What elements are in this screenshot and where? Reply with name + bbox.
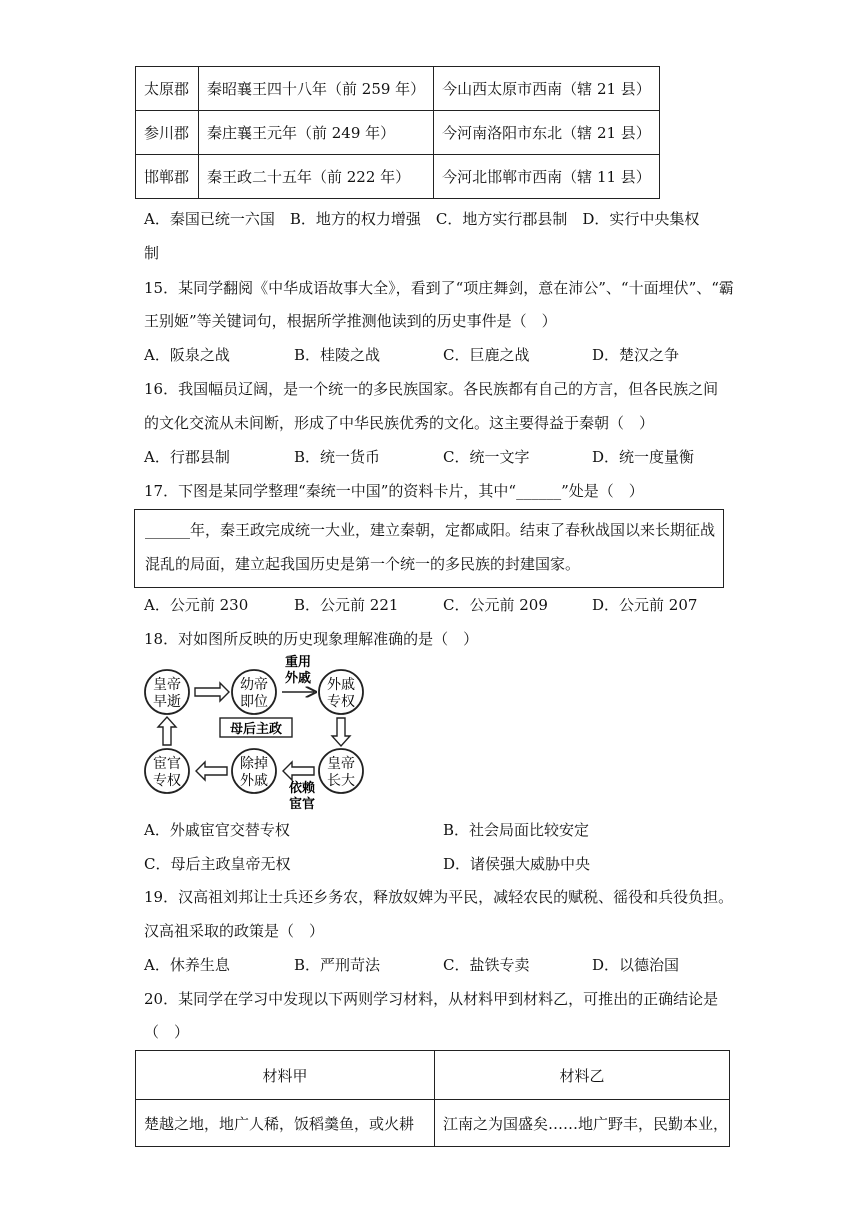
card-text-line: 混乱的局面，建立起我国历史是第一个统一的多民族的封建国家。 [145, 555, 581, 573]
q17-option-d: D．公元前 207 [592, 596, 698, 614]
arrow-up-icon [158, 717, 176, 745]
arrow-left-icon [283, 762, 314, 780]
q18-option-b: B．社会局面比较安定 [443, 821, 590, 839]
commandery-table [135, 66, 660, 199]
table-cell: 秦庄襄王元年（前 249 年） [199, 111, 434, 155]
q15-option-c: C．巨鹿之战 [443, 346, 530, 364]
label-rely-consort: 外戚 [284, 671, 312, 686]
q14-options-wrap: 制 [144, 244, 160, 262]
q17-option-a: A．公元前 230 [144, 596, 249, 614]
q19-stem: 19．汉高祖刘邦让士兵还乡务农，释放奴婢为平民，减轻农民的赋税、徭役和兵役负担。 [144, 888, 734, 906]
table-row [136, 111, 660, 155]
q17-stem: 17．下图是某同学整理“秦统一中国”的资料卡片，其中“______”处是（ ） [144, 482, 644, 500]
q15-option-b: B．桂陵之战 [294, 346, 381, 364]
node-eunuch-power [145, 749, 189, 793]
q18-option-c: C．母后主政皇帝无权 [144, 855, 291, 873]
node-child-emperor [232, 670, 276, 714]
svg-text:外戚: 外戚 [240, 773, 268, 789]
table-row [136, 1100, 730, 1147]
label-rely-consort: 重用 [284, 655, 312, 670]
svg-text:长大: 长大 [327, 773, 355, 789]
svg-text:除掉: 除掉 [240, 756, 268, 772]
svg-text:专权: 专权 [327, 694, 355, 710]
table-header-row [136, 1051, 730, 1100]
q18-option-d: D．诸侯强大威胁中央 [443, 855, 591, 873]
label-rely-eunuch: 依赖 [288, 781, 316, 796]
q20-stem-cont: （ ） [144, 1023, 190, 1041]
q18-option-a: A．外戚宦官交替专权 [144, 821, 290, 839]
table-cell: 邯郸郡 [136, 155, 199, 199]
table-cell: 秦王政二十五年（前 222 年） [199, 155, 434, 199]
table-cell: 今山西太原市西南（辖 21 县） [434, 67, 660, 111]
node-consort-clan-power [319, 670, 363, 714]
table-cell: 今河南洛阳市东北（辖 21 县） [434, 111, 660, 155]
node-remove-consort-clan [232, 749, 276, 793]
table-cell: 参川郡 [136, 111, 199, 155]
arrow-right-icon [195, 683, 229, 701]
power-cycle-diagram [140, 652, 380, 814]
q16-option-b: B．统一货币 [294, 448, 381, 466]
q15-stem-cont: 王别姬”等关键词句，根据所学推测他读到的历史事件是（ ） [144, 312, 557, 330]
node-emperor-early-death [145, 670, 189, 714]
q19-option-c: C．盐铁专卖 [443, 956, 530, 974]
q15-option-a: A．阪泉之战 [144, 346, 230, 364]
q19-option-d: D．以德治国 [592, 956, 680, 974]
svg-text:早逝: 早逝 [153, 694, 181, 710]
q18-stem: 18．对如图所反映的历史现象理解准确的是（ ） [144, 630, 479, 648]
table-row [136, 155, 660, 199]
table-cell: 今河北邯郸市西南（辖 11 县） [434, 155, 660, 199]
svg-text:皇帝: 皇帝 [327, 756, 355, 772]
svg-text:专权: 专权 [153, 773, 181, 789]
arrow-down-icon [332, 718, 350, 746]
svg-text:宦官: 宦官 [153, 756, 181, 772]
q16-option-c: C．统一文字 [443, 448, 530, 466]
q19-option-b: B．严刑苛法 [294, 956, 381, 974]
q16-stem-cont: 的文化交流从未间断，形成了中华民族优秀的文化。这主要得益于秦朝（ ） [144, 414, 655, 432]
table-header-cell: 材料甲 [136, 1051, 435, 1100]
table-row [136, 67, 660, 111]
q16-option-d: D．统一度量衡 [592, 448, 695, 466]
table-cell: 太原郡 [136, 67, 199, 111]
node-emperor-grown [319, 749, 363, 793]
table-header-cell: 材料乙 [435, 1051, 730, 1100]
card-text-line: ______年，秦王政完成统一大业，建立秦朝，定都咸阳。结束了春秋战国以来长期征战 [145, 521, 716, 539]
q15-stem: 15．某同学翻阅《中华成语故事大全》，看到了“项庄舞剑，意在沛公”、“十面埋伏”、“霸 [144, 279, 734, 297]
label-empress-regent: 母后主政 [229, 722, 283, 737]
materials-table [135, 1050, 730, 1147]
table-cell: 江南之为国盛矣……地广野丰，民勤本业， [435, 1100, 730, 1147]
svg-text:外戚: 外戚 [327, 677, 355, 693]
q19-option-a: A．休养生息 [144, 956, 230, 974]
table-cell: 秦昭襄王四十八年（前 259 年） [199, 67, 434, 111]
q14-options: A．秦国已统一六国 B．地方的权力增强 C．地方实行郡县制 D．实行中央集权 [144, 210, 700, 228]
label-rely-eunuch: 宦官 [288, 797, 316, 812]
q16-stem: 16．我国幅员辽阔，是一个统一的多民族国家。各民族都有自己的方言，但各民族之间 [144, 380, 719, 398]
table-cell: 楚越之地，地广人稀，饭稻羹鱼，或火耕 [136, 1100, 435, 1147]
arrow-left-icon [196, 762, 227, 780]
svg-text:即位: 即位 [240, 694, 268, 710]
q19-stem-cont: 汉高祖采取的政策是（ ） [144, 922, 325, 940]
q20-stem: 20．某同学在学习中发现以下两则学习材料，从材料甲到材料乙，可推出的正确结论是 [144, 990, 719, 1008]
svg-text:幼帝: 幼帝 [240, 677, 268, 693]
q16-option-a: A．行郡县制 [144, 448, 230, 466]
q17-option-b: B．公元前 221 [294, 596, 399, 614]
q17-option-c: C．公元前 209 [443, 596, 548, 614]
q15-option-d: D．楚汉之争 [592, 346, 680, 364]
svg-text:皇帝: 皇帝 [153, 677, 181, 693]
info-card [134, 509, 724, 588]
